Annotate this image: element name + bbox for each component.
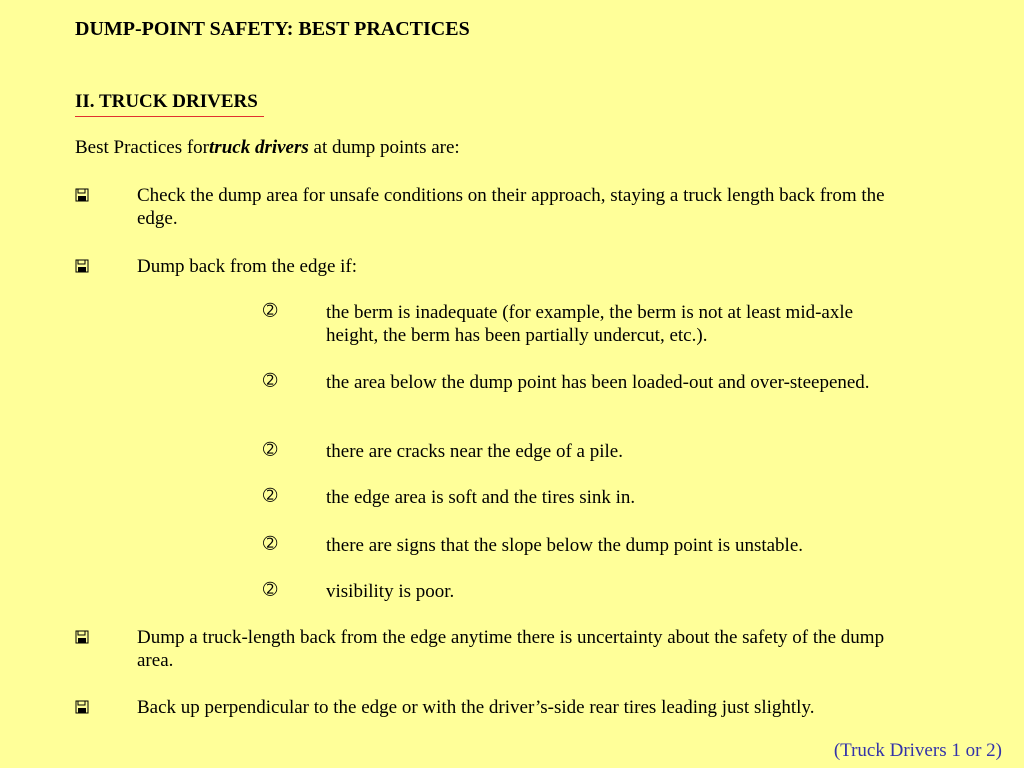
numbered-circle-icon: ➁ [263,486,278,506]
bullet-text: Dump back from the edge if: [137,256,358,277]
intro-text [75,137,460,159]
numbered-circle-icon: ➁ [263,301,278,321]
numbered-circle-icon: ➁ [263,440,278,460]
sub-bullet-text: the berm is inadequate (for example, the berm is not at least mid-axle height, the berm has been partially undercut, etc.). [326,302,854,346]
floppy-disk-icon [75,259,89,273]
bullet-text: Dump a truck-length back from the edge anytime there is uncertainty about the safety of the dump area. [137,627,885,671]
slide-title: DUMP-POINT SAFETY: BEST PRACTICES [75,18,470,40]
bullet-text: Back up perpendicular to the edge or with the driver’s-side rear tires leading just slightly. [137,697,815,718]
sub-bullet-text: visibility is poor. [326,581,455,602]
numbered-circle-icon: ➁ [263,371,278,391]
sub-bullet-text: the edge area is soft and the tires sink in. [326,487,636,508]
intro-emphasis: truck drivers [209,137,309,158]
section-heading-wrap [75,91,264,117]
sub-bullet-text: there are cracks near the edge of a pile. [326,441,623,462]
section-heading: II. TRUCK DRIVERS [75,91,264,117]
floppy-disk-icon [75,630,89,644]
page-indicator: (Truck Drivers 1 or 2) [833,740,1002,761]
intro-before: Best Practices for [75,137,210,158]
floppy-disk-icon [75,700,89,714]
sub-bullet-text: the area below the dump point has been loaded-out and over-steepened. [326,372,870,393]
sub-bullet-text: there are signs that the slope below the dump point is unstable. [326,535,804,556]
numbered-circle-icon: ➁ [263,534,278,554]
bullet-text: Check the dump area for unsafe conditions on their approach, staying a truck length back from the edge. [137,185,885,229]
numbered-circle-icon: ➁ [263,580,278,600]
floppy-disk-icon [75,188,89,202]
intro-after: at dump points are: [308,137,460,158]
